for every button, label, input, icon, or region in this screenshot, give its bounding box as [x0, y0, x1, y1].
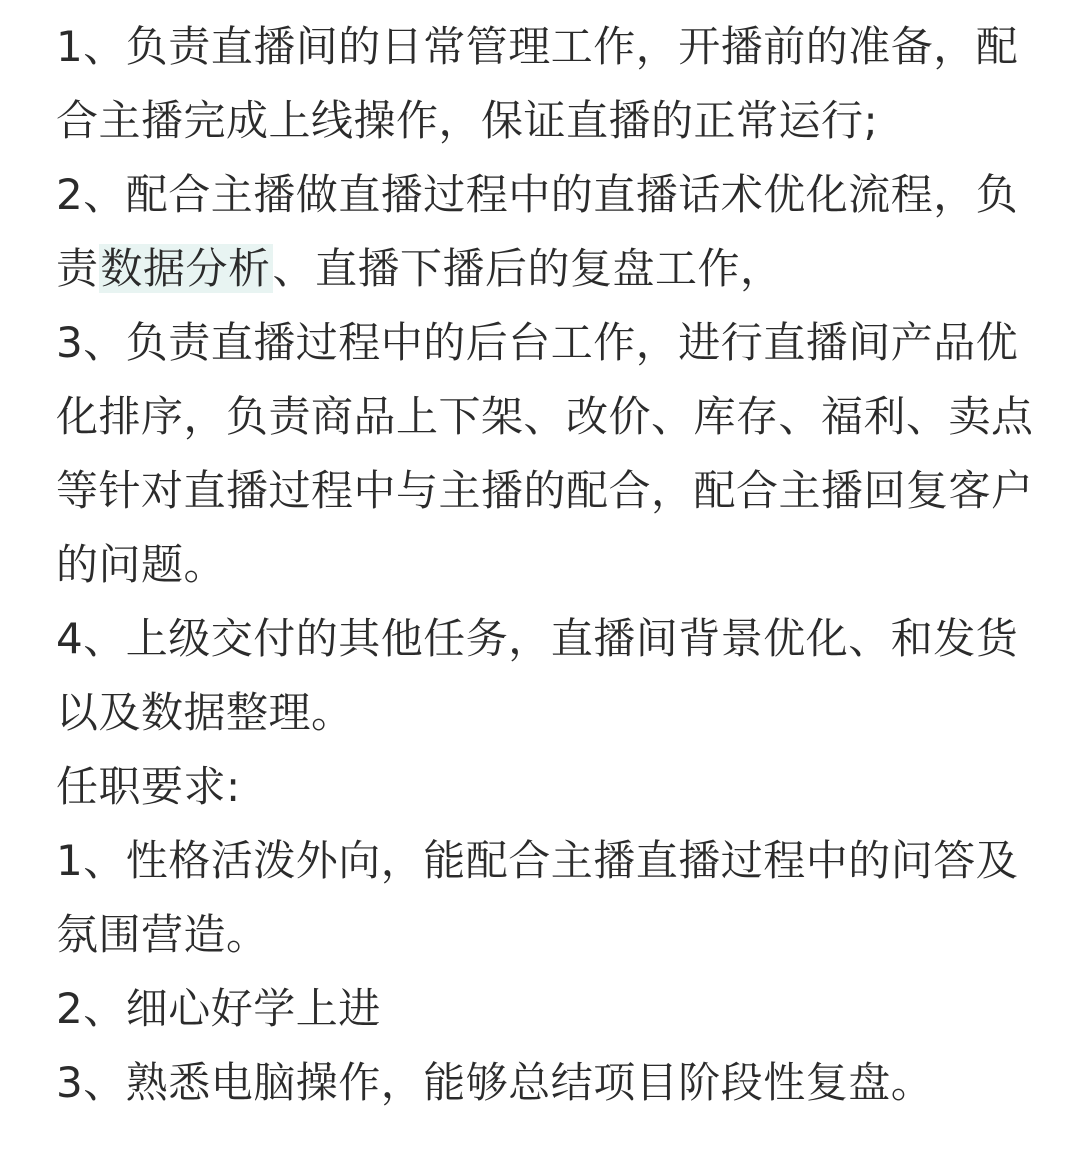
duty-item-2 — [56, 158, 1046, 306]
duty-item-1 — [56, 10, 1046, 158]
duty-item-2-text: 2、配合主播做直播过程中的直播话术优化流程，负责 — [56, 170, 1019, 293]
requirement-item-1 — [56, 824, 1046, 972]
duty-item-3 — [56, 306, 1046, 602]
duty-item-1-text: 1、负责直播间的日常管理工作，开播前的准备，配合主播完成上线操作，保证直播的正常运行; — [56, 22, 1019, 145]
duty-item-2-text-tail: 、直播下播后的复盘工作， — [272, 244, 783, 293]
job-description-text — [56, 10, 1046, 1120]
requirements-heading-text: 任职要求: — [56, 762, 241, 811]
data-analysis-keyword-link[interactable]: 数据分析 — [100, 244, 271, 293]
requirement-item-3 — [56, 1046, 1046, 1120]
requirements-heading — [56, 750, 1046, 824]
duty-item-4-text: 4、上级交付的其他任务，直播间背景优化、和发货以及数据整理。 — [56, 614, 1019, 737]
duty-item-4 — [56, 602, 1046, 750]
requirement-item-2-text: 2、细心好学上进 — [56, 984, 381, 1033]
requirement-item-1-text: 1、性格活泼外向，能配合主播直播过程中的问答及氛围营造。 — [56, 836, 1019, 959]
requirement-item-3-text: 3、熟悉电脑操作，能够总结项目阶段性复盘。 — [56, 1058, 934, 1107]
requirement-item-2 — [56, 972, 1046, 1046]
duty-item-3-text: 3、负责直播过程中的后台工作，进行直播间产品优化排序，负责商品上下架、改价、库存、福利、卖点等针对直播过程中与主播的配合，配合主播回复客户的问题。 — [56, 318, 1034, 589]
